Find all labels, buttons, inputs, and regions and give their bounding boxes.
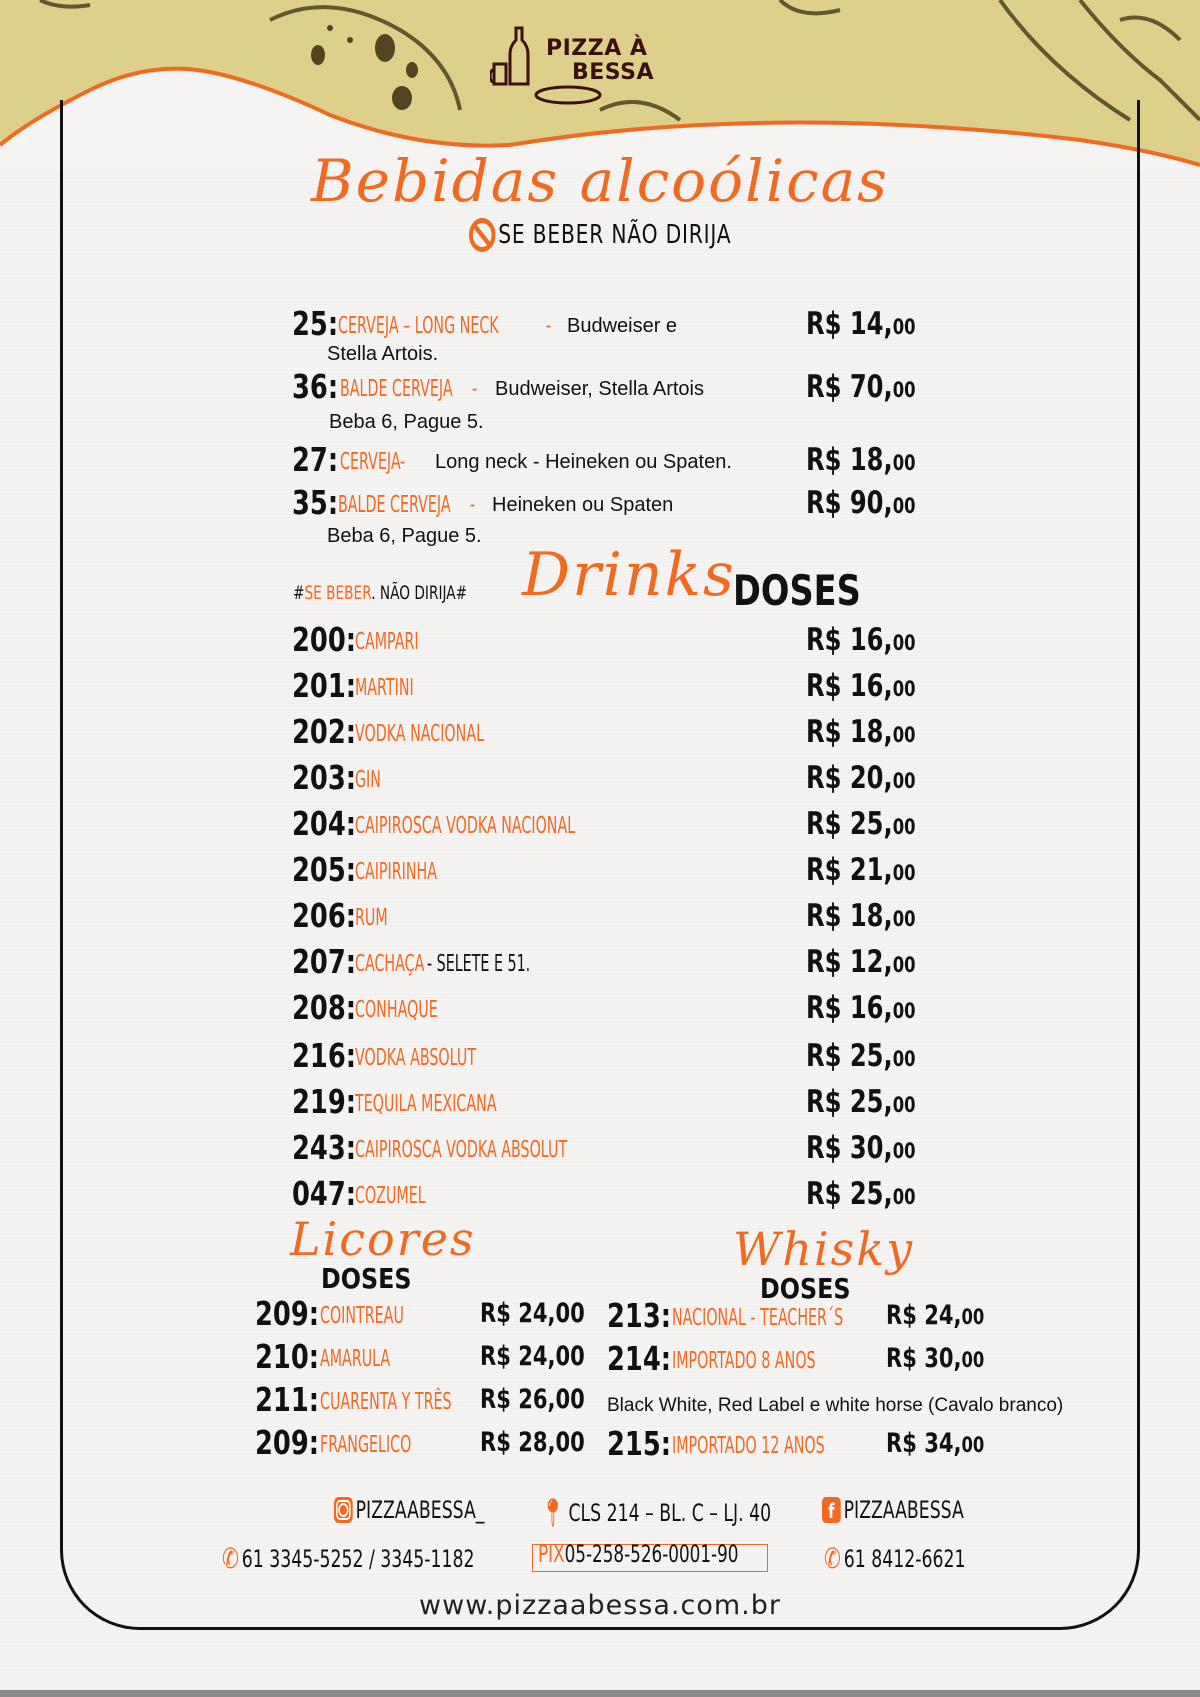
whisky-section-title: Whisky <box>733 1222 915 1276</box>
item-code: 213: <box>607 1296 672 1335</box>
whisky-doses-label: DOSES <box>760 1272 851 1305</box>
facebook-handle[interactable] <box>822 1496 964 1524</box>
item-price: R$ 20,00 <box>806 760 916 796</box>
instagram-handle[interactable] <box>334 1496 484 1524</box>
item-description-line2: Beba 6, Pague 5. <box>327 525 482 547</box>
item-name: CAIPIROSCA VODKA ABSOLUT <box>355 1137 568 1163</box>
item-name: BALDE CERVEJA <box>338 492 451 518</box>
menu-item-beer <box>0 367 1200 411</box>
item-separator: - <box>400 449 406 475</box>
menu-item-drink <box>0 1128 1200 1172</box>
item-price: R$ 24,00 <box>480 1298 585 1329</box>
item-price: R$ 25,00 <box>806 1084 916 1120</box>
instagram-text: PIZZAABESSA_ <box>355 1496 485 1524</box>
item-name: CAIPIRINHA <box>355 859 437 885</box>
menu-item-drink <box>0 712 1200 756</box>
item-code: 216: <box>292 1036 357 1075</box>
item-code: 202: <box>292 712 357 751</box>
item-description: Budweiser, Stella Artois <box>495 378 704 400</box>
menu-item-drink <box>0 1036 1200 1080</box>
brand-logo <box>490 26 720 96</box>
item-code: 205: <box>292 850 357 889</box>
item-code: 204: <box>292 804 357 843</box>
item-price: R$ 18,00 <box>806 898 916 934</box>
item-code: 209: <box>255 1423 320 1462</box>
item-description-line2: Stella Artois. <box>327 343 439 365</box>
item-name: AMARULA <box>320 1346 391 1372</box>
pix-value: 05-258-526-0001-90 <box>564 1540 739 1568</box>
menu-item-drink <box>0 666 1200 710</box>
instagram-icon <box>334 1497 353 1523</box>
item-name: IMPORTADO 8 ANOS <box>672 1348 816 1374</box>
item-price: R$ 16,00 <box>806 990 916 1026</box>
item-code: 36: <box>292 367 339 406</box>
item-price: R$ 18,00 <box>806 442 916 478</box>
phone-icon: ✆ <box>222 1542 239 1575</box>
item-code: 210: <box>255 1337 320 1376</box>
item-name: FRANGELICO <box>320 1432 412 1458</box>
item-code: 207: <box>292 942 357 981</box>
menu-item-whisky <box>0 1296 1200 1340</box>
item-price: R$ 25,00 <box>806 1176 916 1212</box>
warning-text: SE BEBER NÃO DIRIJA <box>498 220 732 250</box>
brand-name-line1: PIZZA À <box>546 36 648 61</box>
menu-item-drink <box>0 804 1200 848</box>
item-separator: - <box>472 376 478 402</box>
item-name: BALDE CERVEJA <box>340 376 453 402</box>
item-price: R$ 21,00 <box>806 852 916 888</box>
item-name: CAMPARI <box>355 629 419 655</box>
item-name: CAIPIROSCA VODKA NACIONAL <box>355 813 576 839</box>
item-name: TEQUILA MEXICANA <box>355 1091 497 1117</box>
item-code: 25: <box>292 304 339 343</box>
item-code: 206: <box>292 896 357 935</box>
item-price: R$ 28,00 <box>480 1427 585 1458</box>
item-code: 200: <box>292 620 357 659</box>
page-title: Bebidas alcoólicas <box>311 147 889 215</box>
pix-key <box>538 1540 738 1568</box>
item-code: 214: <box>607 1339 672 1378</box>
item-code: 203: <box>292 758 357 797</box>
item-price: R$ 12,00 <box>806 944 916 980</box>
menu-item-whisky <box>0 1424 1200 1468</box>
menu-item-drink <box>0 850 1200 894</box>
item-name: CERVEJA – LONG NECK <box>338 313 499 339</box>
item-price: R$ 14,00 <box>806 306 916 342</box>
no-symbol-icon <box>469 218 496 252</box>
item-description: Budweiser e <box>567 315 678 337</box>
menu-item-drink <box>0 620 1200 664</box>
item-code: 35: <box>292 483 339 522</box>
item-name: VODKA NACIONAL <box>355 721 485 747</box>
licores-section-title: Licores <box>290 1212 476 1266</box>
item-price: R$ 16,00 <box>806 622 916 658</box>
facebook-icon: f <box>822 1497 841 1523</box>
item-code: 047: <box>292 1174 357 1213</box>
item-description: Long neck - Heineken ou Spaten. <box>435 451 732 473</box>
item-name: NACIONAL - TEACHER´S <box>672 1305 844 1331</box>
item-price: R$ 24,00 <box>886 1300 985 1331</box>
item-name: COINTREAU <box>320 1303 404 1329</box>
bottom-edge <box>0 1690 1200 1697</box>
item-code: 211: <box>255 1380 320 1419</box>
item-code: 215: <box>607 1424 672 1463</box>
item-price: R$ 34,00 <box>886 1428 985 1459</box>
item-code: 243: <box>292 1128 357 1167</box>
item-name: MARTINI <box>355 675 414 701</box>
drinks-warning-tag: #SE BEBER. NÃO DIRIJA# <box>293 582 468 604</box>
pizza-icon <box>533 84 603 106</box>
item-price: R$ 26,00 <box>480 1384 585 1415</box>
item-price: R$ 25,00 <box>806 1038 916 1074</box>
phone-text: 61 3345-5252 / 3345-1182 <box>241 1544 475 1573</box>
item-name: CACHAÇA <box>355 951 425 977</box>
licores-doses-label: DOSES <box>321 1262 412 1295</box>
item-description-line2: Beba 6, Pague 5. <box>329 411 484 433</box>
item-price: R$ 30,00 <box>806 1130 916 1166</box>
menu-item-drink <box>0 942 1200 986</box>
item-name: CONHAQUE <box>355 997 438 1023</box>
item-name: VODKA ABSOLUT <box>355 1045 477 1071</box>
whatsapp-text: 61 8412-6621 <box>843 1544 966 1573</box>
facebook-text: PIZZAABESSA <box>843 1496 964 1524</box>
menu-item-beer <box>0 483 1200 527</box>
drinks-doses-label: DOSES <box>733 566 861 615</box>
whatsapp-number[interactable] <box>824 1542 965 1575</box>
drink-drive-warning <box>132 218 1068 252</box>
item-code: 208: <box>292 988 357 1027</box>
menu-item-beer <box>0 304 1200 348</box>
address <box>540 1496 771 1529</box>
whisky-note: Black White, Red Label e white horse (Cavalo branco) <box>607 1395 1064 1416</box>
item-description: Heineken ou Spaten <box>492 494 674 516</box>
item-code: 219: <box>292 1082 357 1121</box>
address-text: CLS 214 – BL. C – LJ. 40 <box>568 1498 772 1527</box>
drinks-section-title: Drinks <box>522 540 736 610</box>
item-price: R$ 16,00 <box>806 668 916 704</box>
menu-item-drink <box>0 1082 1200 1126</box>
brand-name-line2: BESSA <box>572 60 655 85</box>
item-name: COZUMEL <box>355 1183 426 1209</box>
pix-label: PIX <box>538 1540 565 1568</box>
item-code: 201: <box>292 666 357 705</box>
menu-item-drink <box>0 896 1200 940</box>
item-price: R$ 24,00 <box>480 1341 585 1372</box>
item-name: IMPORTADO 12 ANOS <box>672 1433 825 1459</box>
item-code: 27: <box>292 440 339 479</box>
item-description: - SELETE E 51. <box>427 951 531 977</box>
menu-item-beer <box>0 440 1200 484</box>
menu-item-drink <box>0 758 1200 802</box>
menu-item-drink <box>0 1174 1200 1218</box>
item-price: R$ 25,00 <box>806 806 916 842</box>
item-name: CERVEJA <box>340 449 401 475</box>
menu-item-whisky <box>0 1339 1200 1383</box>
item-code: 209: <box>255 1294 320 1333</box>
whatsapp-icon: ✆ <box>824 1542 841 1575</box>
website-link[interactable]: www.pizzaabessa.com.br <box>419 1590 781 1621</box>
item-price: R$ 30,00 <box>886 1343 985 1374</box>
item-separator: - <box>546 313 552 339</box>
bottle-mug-pizza-icon <box>490 26 538 96</box>
item-price: R$ 18,00 <box>806 714 916 750</box>
item-name: GIN <box>355 767 381 793</box>
item-price: R$ 70,00 <box>806 369 916 405</box>
menu-item-drink <box>0 988 1200 1032</box>
map-pin-icon: 📍︎ <box>540 1496 566 1529</box>
item-name: CUARENTA Y TRÊS <box>320 1389 452 1415</box>
phone-numbers[interactable] <box>222 1542 474 1575</box>
item-price: R$ 90,00 <box>806 485 916 521</box>
item-separator: - <box>470 492 476 518</box>
item-name: RUM <box>355 905 388 931</box>
brand-name <box>546 37 654 85</box>
